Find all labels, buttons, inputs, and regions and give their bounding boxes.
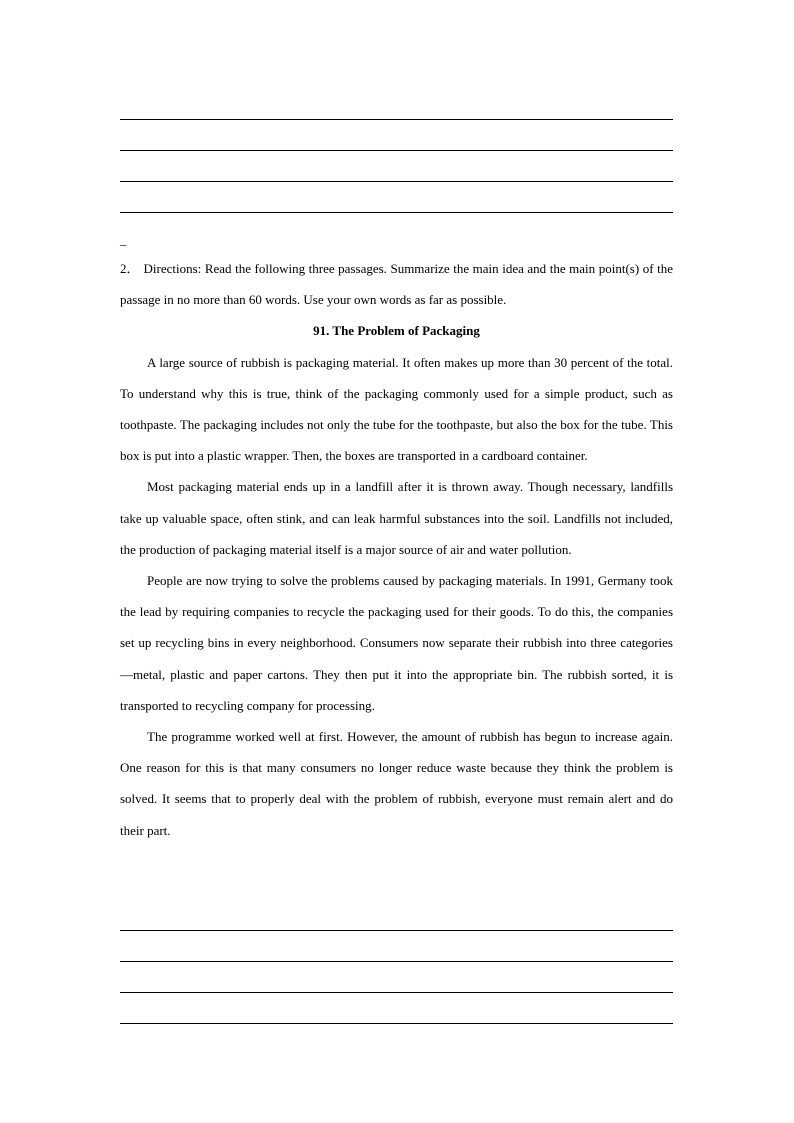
answer-lines-top [120, 119, 673, 213]
passage-paragraph: The programme worked well at first. However, the amount of rubbish has begun to increase again. One reason for this is that many consumers no longer reduce waste because they think the problem is solved. It seems that to properly deal with the problem of rubbish, everyone must remain alert and do their part. [120, 729, 673, 838]
dash-mark: _ [120, 232, 127, 247]
answer-line [120, 181, 673, 182]
answer-line [120, 930, 673, 931]
answer-line [120, 1023, 673, 1024]
passage-paragraph: Most packaging material ends up in a landfill after it is thrown away. Though necessary, landfills take up valuable space, often stink, and can leak harmful substances into the soil. Landfills not included, the production of packaging material itself is a major source of air and water pollution. [120, 479, 673, 557]
passage-paragraph: A large source of rubbish is packaging material. It often makes up more than 30 percent of the total. To understand why this is true, think of the packaging commonly used for a simple product, such as toothpaste. The packaging includes not only the tube for the toothpaste, but also the box for the tube. This box is put into a plastic wrapper. Then, the boxes are transported in a cardboard container. [120, 354, 673, 464]
question-content [120, 253, 673, 846]
answer-line [120, 212, 673, 213]
passage-paragraph: People are now trying to solve the problems caused by packaging materials. In 1991, Germany took the lead by requiring companies to recycle the packaging used for their goods. To do this, the companies set up recycling bins in every neighborhood. Consumers now separate their rubbish into three categories—metal, plastic and paper cartons. They then put it into the appropriate bin. The rubbish sorted, it is transported to recycling company for processing. [120, 573, 673, 713]
answer-line [120, 992, 673, 993]
passage-title: 91. The Problem of Packaging [313, 323, 480, 339]
directions-text: Directions: Read the following three passages. Summarize the main idea and the main point(s) of the passage in no more than 60 words. Use your own words as far as possible. [120, 261, 673, 308]
answer-line [120, 150, 673, 151]
directions [120, 253, 673, 315]
answer-line [120, 961, 673, 962]
answer-lines-bottom [120, 930, 673, 1024]
question-number: 2． [120, 261, 140, 276]
answer-line [120, 119, 673, 120]
